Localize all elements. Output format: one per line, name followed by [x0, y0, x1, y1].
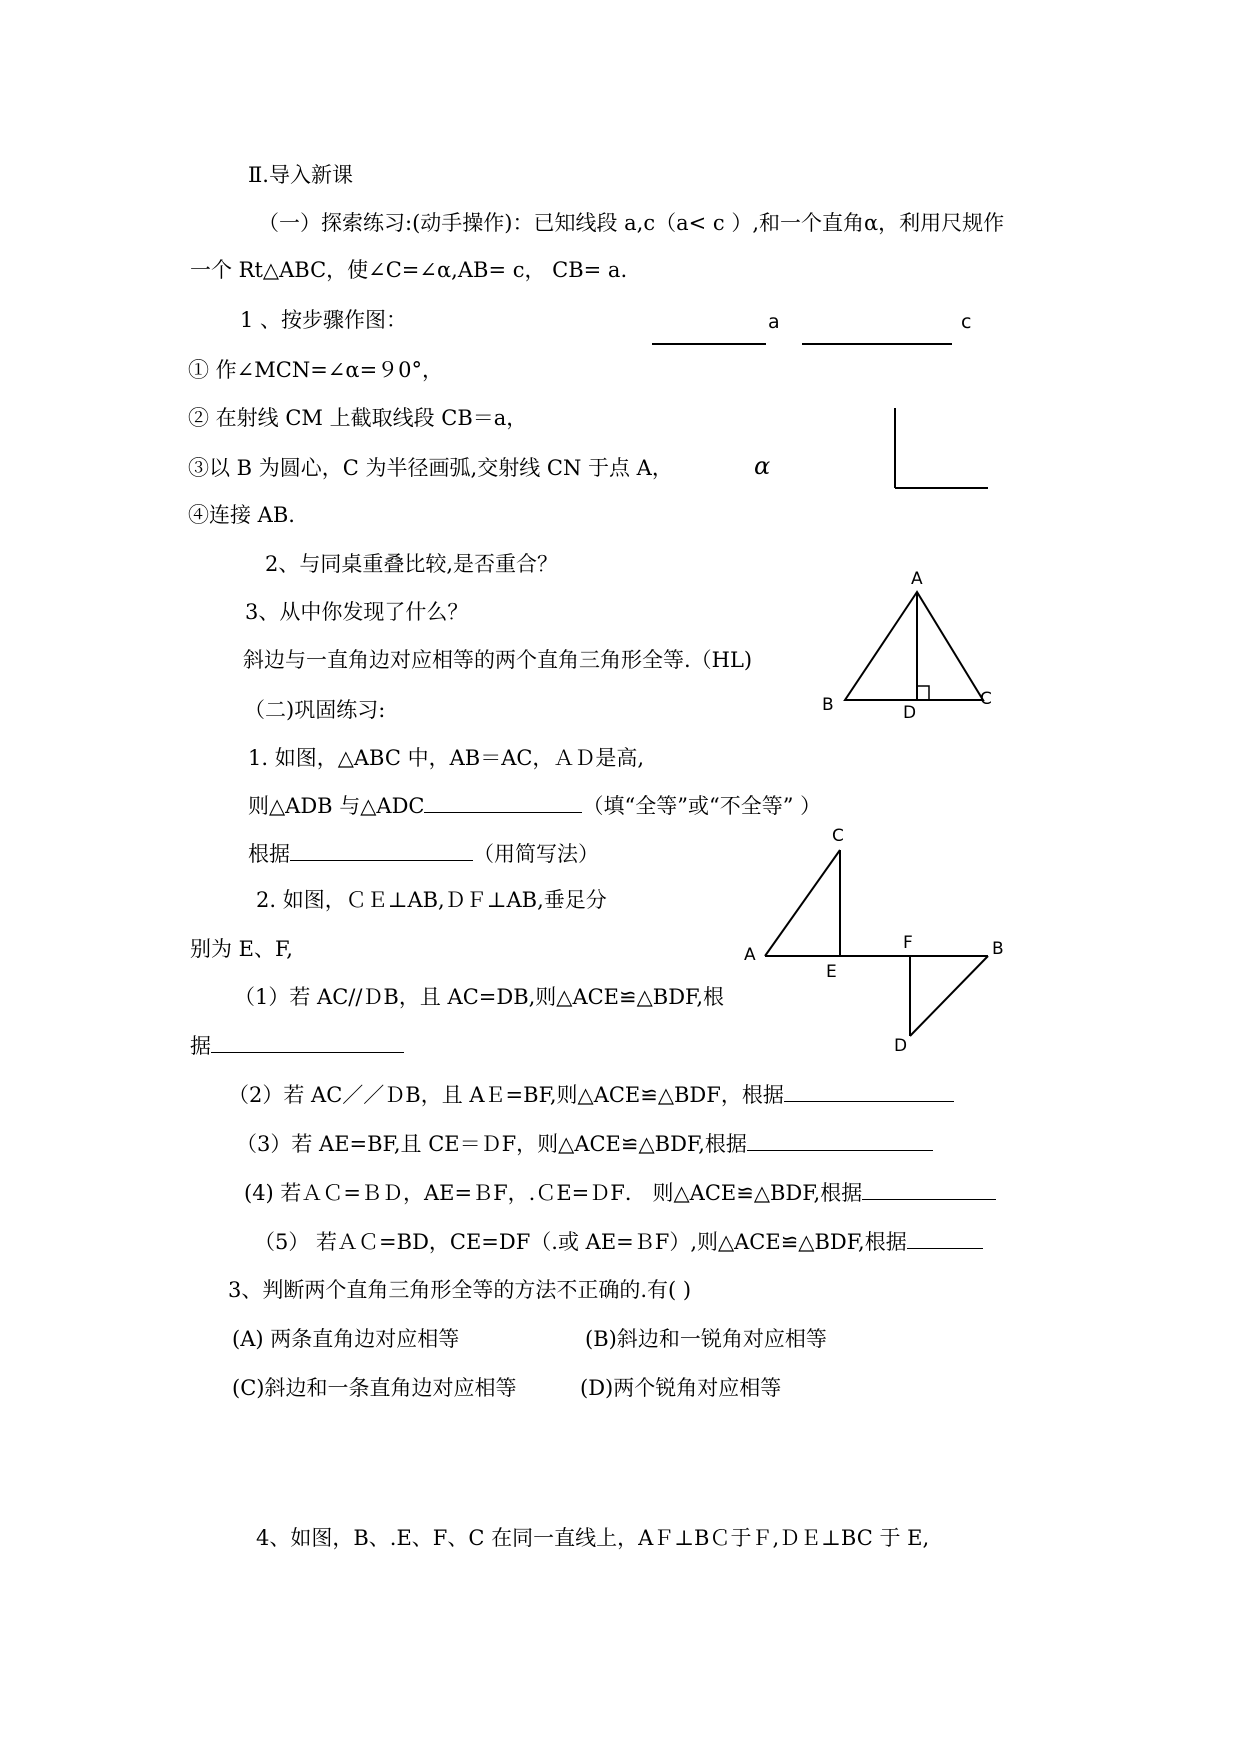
practice-1-line-1: 1. 如图，△ABC 中，AB＝AC，ＡＤ是高,: [248, 746, 645, 770]
hl-conclusion: 斜边与一直角边对应相等的两个直角三角形全等.（HL): [243, 648, 753, 672]
section-title: Ⅱ.导入新课: [248, 163, 353, 187]
practice-2-question-1-cont: [190, 1030, 404, 1061]
fig1-label-A: A: [911, 569, 923, 589]
answer-blank-q1[interactable]: [211, 1030, 404, 1053]
practice-2-question-2-text: （2）若 AC／／ＤB，且 AＥ=BF,则△ACE≌△BDF，根据: [228, 1083, 784, 1107]
practice-1-line-2-text: 则△ADB 与△ADC: [248, 794, 425, 818]
step-ii: ② 在射线 CM 上截取线段 CB＝a，: [188, 406, 528, 430]
step-1-title: 1 、按步骤作图：: [240, 308, 408, 332]
answer-blank-q3[interactable]: [747, 1128, 933, 1151]
practice-1-line-3: [248, 838, 599, 869]
practice-3-title: 3、判断两个直角三角形全等的方法不正确的.有( ): [228, 1278, 692, 1302]
alpha-label: α: [754, 452, 771, 480]
fig2-label-B: B: [992, 939, 1004, 959]
fig2-label-A: A: [744, 945, 756, 965]
practice-2-question-1: （1）若 AC//ＤB，且 AC=DB,则△ACE≌△BDF,根: [234, 985, 725, 1009]
explore-line-2: 一个 Rt△ABC，使∠C=∠α,AB= c， CB= a.: [190, 258, 628, 282]
practice-1-line-3-text: 根据: [248, 842, 290, 866]
practice-4: 4、如图，B、.E、F、C 在同一直线上，AＦ⊥BＣ于Ｆ,ＤＥ⊥BC 于 E,: [256, 1526, 930, 1550]
practice-1-line-3-hint: （用简写法）: [473, 842, 599, 866]
practice-1-line-2: [248, 790, 821, 821]
practice-2-line-1: 2. 如图，ＣＥ⊥AB,ＤＦ⊥AB,垂足分: [256, 888, 607, 912]
question-3: 3、从中你发现了什么？: [245, 600, 469, 624]
step-i: ① 作∠MCN=∠α=９0°，: [188, 358, 444, 382]
practice-3-option-D: (D)两个锐角对应相等: [580, 1376, 782, 1400]
triangle-figure-2: [760, 840, 1020, 1050]
explore-line-1: （一）探索练习:(动手操作)：已知线段 a,c（a< c ）,和一个直角α，利用尺规作: [258, 211, 1005, 235]
practice-title: （二)巩固练习:: [244, 698, 386, 722]
step-iv: ④连接 AB.: [188, 503, 295, 527]
segment-a-label: a: [768, 311, 780, 333]
answer-blank-q2[interactable]: [784, 1079, 954, 1102]
practice-3-option-A: (A) 两条直角边对应相等: [232, 1327, 460, 1351]
practice-2-question-4: [244, 1177, 996, 1208]
practice-3-option-C: (C)斜边和一条直角边对应相等: [232, 1376, 517, 1400]
practice-2-question-1-cont-text: 据: [190, 1034, 211, 1058]
fig2-label-E: E: [826, 962, 837, 982]
practice-2-line-2: 别为 E、F,: [190, 937, 293, 961]
fig2-label-F: F: [903, 933, 913, 953]
answer-blank-congruence[interactable]: [424, 790, 582, 813]
answer-blank-q5[interactable]: [907, 1226, 983, 1249]
practice-2-question-2: [228, 1079, 954, 1110]
fig2-label-D: D: [894, 1036, 908, 1056]
practice-3-option-B: (B)斜边和一锐角对应相等: [585, 1327, 827, 1351]
fig1-label-B: B: [822, 695, 834, 715]
segment-c: [802, 343, 952, 345]
fig2-label-C: C: [832, 826, 844, 846]
practice-2-question-5: [254, 1226, 983, 1257]
practice-2-question-3-text: （3）若 AE=BF,且 CE＝ＤF，则△ACE≌△BDF,根据: [236, 1132, 747, 1156]
practice-2-question-4-text: (4) 若ＡＣ=ＢＤ，AE=ＢF，.ＣE=ＤF． 则△ACE≌△BDF,根据: [244, 1181, 863, 1205]
step-iii: ③以 B 为圆心，C 为半径画弧,交射线 CN 于点 A，: [188, 456, 673, 480]
answer-blank-q4[interactable]: [862, 1177, 996, 1200]
practice-2-question-3: [236, 1128, 933, 1159]
segment-a: [652, 343, 766, 345]
fig1-label-C: C: [980, 689, 992, 709]
segment-c-label: c: [961, 311, 972, 333]
practice-2-question-5-text: （5） 若ＡＣ=BD，CE=DF（.或 AE=ＢF）,则△ACE≌△BDF,根据: [254, 1230, 907, 1254]
fig1-label-D: D: [903, 703, 917, 723]
practice-1-line-2-hint: （填“全等”或“不全等” ）: [582, 794, 822, 818]
question-2: 2、与同桌重叠比较,是否重合？: [265, 552, 559, 576]
answer-blank-reason-1[interactable]: [290, 838, 473, 861]
right-angle-figure: [893, 406, 993, 496]
